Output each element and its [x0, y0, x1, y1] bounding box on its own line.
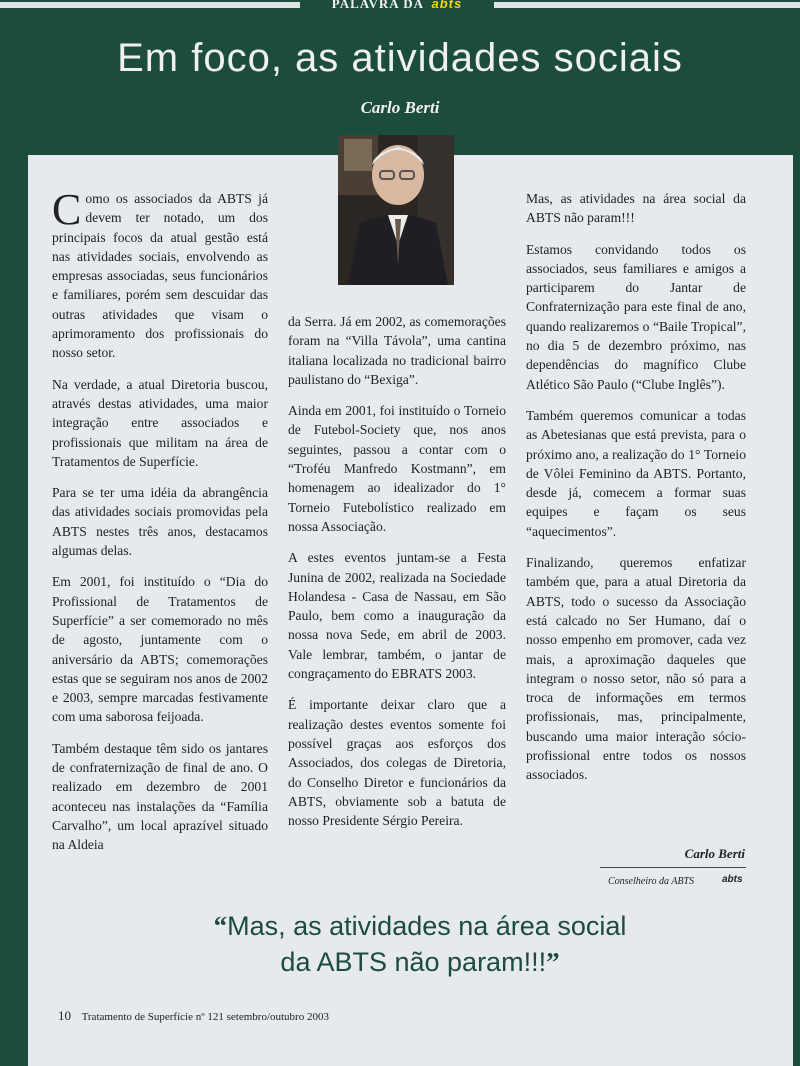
abts-logo-small: abts — [722, 874, 743, 885]
right-border-band — [793, 155, 800, 1066]
article-byline: Carlo Berti — [360, 98, 440, 117]
paragraph-text: omo os associados da ABTS já devem ter notado, um dos principais focos da atual gestão está nas atividades sociais, envolvendo as empresas associadas, seus funcionários e familiares, porém sem descuidar das outras atividades que visam o aprimoramento dos profissionais do nosso setor. — [52, 191, 268, 361]
abts-logo: abts — [431, 0, 463, 11]
publication-info: Tratamento de Superfície nº 121 setembro/outubro 2003 — [81, 1011, 329, 1023]
paragraph: Finalizando, queremos enfatizar também que, para a atual Diretoria da ABTS, todo o sucesso da Associação está calcado no Ser Humano, daí o nosso empenho em promover, cada vez mais, a aproximação daqueles que integram o nosso setor, não só para a troca de informações em termos profissionais, mas, principalmente, buscando uma maior interação sócio-profissional entre todos os nossos associados. — [526, 555, 746, 783]
section-label — [300, 0, 494, 12]
paragraph: Para se ter uma idéia da abrangência das atividades sociais promovidas pela ABTS nestes três anos, destacamos algumas delas. — [52, 485, 268, 559]
article-column-3 — [526, 189, 746, 797]
pull-quote-line-1: Mas, as atividades na área social — [227, 911, 627, 941]
paragraph: É importante deixar claro que a realização destes eventos somente foi possível graças aos esforços dos Associados, dos colegas de Diretoria, do Conselho Diretor e funcionários da ABTS, obviamente sob a batuta de nosso Presidente Sérgio Pereira. — [288, 697, 506, 829]
close-quote-mark: ” — [546, 947, 560, 977]
drop-cap: C — [52, 185, 82, 234]
pull-quote-line-2: da ABTS não param!!! — [280, 947, 547, 977]
paragraph: Também destaque têm sido os jantares de confraternização de final de ano. O realizado em dezembro de 2001 aconteceu nas instalações da “Família Carvalho”, um local aprazível situado na Aldeia — [52, 740, 268, 853]
section-rule-right — [494, 2, 800, 8]
left-border-band — [0, 155, 28, 1066]
paragraph: Ainda em 2001, foi instituído o Torneio de Futebol-Society que, nos anos seguintes, passou a contar com o “Troféu Manfredo Kostmann”, em homenagem ao idealizador do 1° Torneio Futebolístico realizado em nossa Associação. — [288, 403, 506, 534]
paragraph: Estamos convidando todos os associados, seus familiares e amigos a participarem do Jantar de Confraternização para este final de ano, quando realizaremos o “Baile Tropical”, no dia 5 de dezembro próximo, nas dependências do magnífico Clube Atlético São Paulo (“Clube Inglês”). — [526, 241, 746, 392]
section-bar — [0, 0, 800, 12]
signature-divider — [600, 867, 746, 868]
section-label-text: PALAVRA DA — [331, 0, 424, 11]
paragraph: Mas, as atividades na área social da ABTS não param!!! — [526, 191, 746, 226]
section-rule-left — [0, 2, 300, 8]
paragraph: Também queremos comunicar a todas as Abetesianas que está prevista, para o próximo ano, a realização do 1° Torneio de Vôlei Feminino da ABTS. Portanto, desde já, comecem a formar suas equipes e façam os seus “aquecimentos”. — [526, 407, 746, 539]
open-quote-mark: “ — [213, 911, 228, 941]
portrait-photo — [338, 135, 454, 285]
page-footer — [58, 1008, 329, 1024]
paragraph: da Serra. Já em 2002, as comemorações foram na “Villa Távola”, uma cantina italiana localizada no tradicional bairro paulistano do “Bexiga”. — [288, 314, 506, 387]
page-number: 10 — [58, 1008, 71, 1023]
article-headline: Em foco, as atividades sociais — [117, 36, 683, 80]
paragraph: Em 2001, foi instituído o “Dia do Profissional de Tratamentos de Superfície” a ser comemorado no mês de agosto, juntamente com o aniversário da ABTS; comemorações estas que se seguiram nos anos de 2002 e 2003, sempre marcadas festivamente com uma saborosa feijoada. — [52, 574, 268, 725]
paragraph: Na verdade, a atual Diretoria buscou, através destas atividades, uma maior integração entre associados e profissionais que militam na área de Tratamentos de Superfície. — [52, 376, 268, 469]
portrait-icon — [338, 135, 454, 285]
article-column-1 — [52, 185, 268, 867]
signature-role: Conselheiro da ABTS — [608, 876, 695, 887]
signature-name: Carlo Berti — [684, 846, 745, 861]
article-column-2 — [288, 312, 506, 842]
pull-quote — [150, 908, 690, 980]
paragraph: A estes eventos juntam-se a Festa Junina de 2002, realizada na Sociedade Holandesa - Casa de Nassau, em São Paulo, bem como a inauguração da nossa nova Sede, em abril de 2003. Vale lembrar, também, o jantar de congraçamento do EBRATS 2003. — [288, 550, 506, 682]
paragraph — [52, 185, 268, 363]
